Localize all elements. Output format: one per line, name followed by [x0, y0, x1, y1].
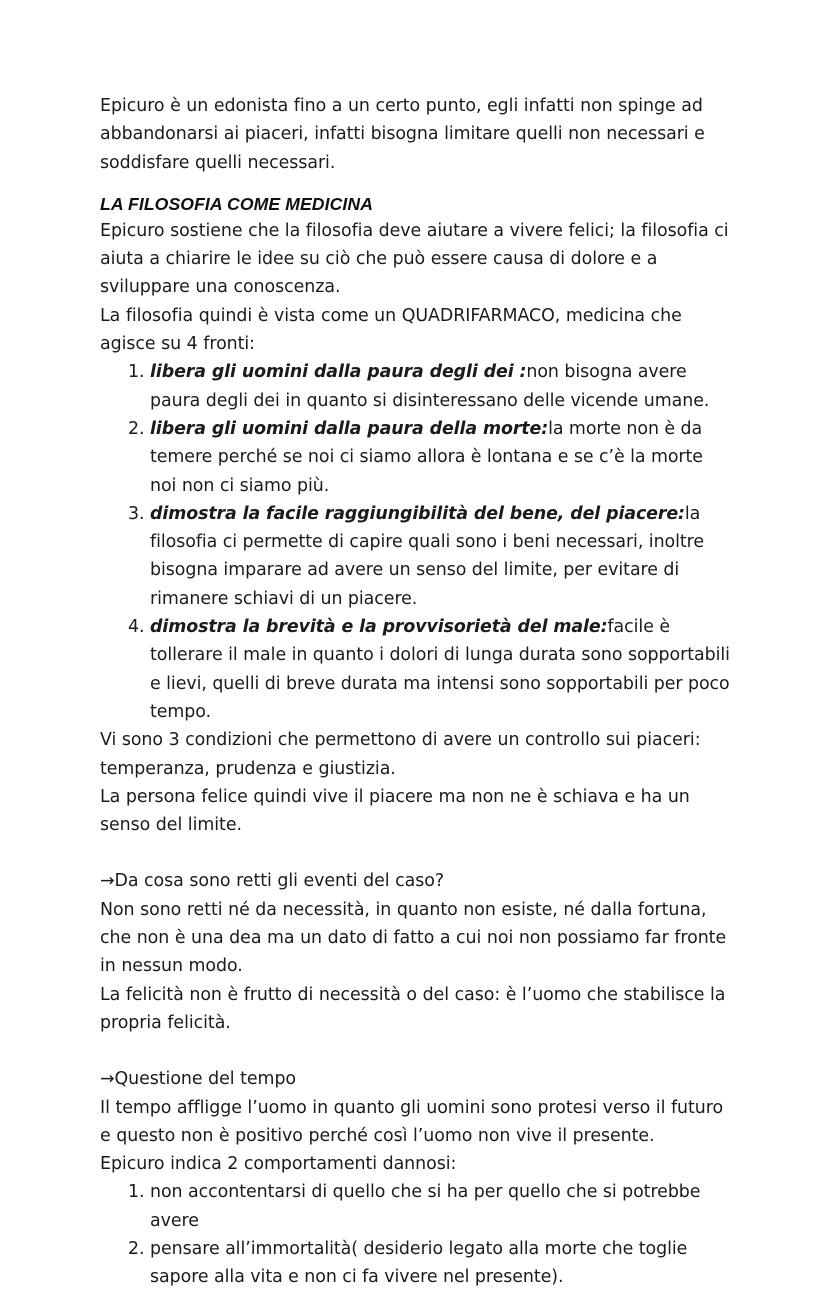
list-item-text: facile è tollerare il male in quanto i dolori di lunga durata sono sopportabili e lievi, quelli di breve durata ma intensi sono sopportabili per poco tempo. — [150, 617, 730, 722]
list-item-lead: dimostra la facile raggiungibilità del bene, del piacere: — [150, 503, 685, 524]
list-item-text: la filosofia ci permette di capire quali sono i beni necessari, inoltre bisogna imparare ad avere un senso del limite, per evitare di rimanere schiavi di un piacere. — [150, 503, 705, 609]
document-body — [100, 92, 732, 1292]
list-marker: 1. — [128, 362, 145, 383]
spacer — [100, 1037, 732, 1065]
list-item-lead: libera gli uomini dalla paura della morte: — [150, 418, 549, 439]
paragraph-condizioni: Vi sono 3 condizioni che permettono di avere un controllo sui piaceri: temperanza, prudenza e giustizia. — [100, 730, 701, 779]
question-caso: →Da cosa sono retti gli eventi del caso? — [100, 871, 445, 892]
list-item-lead: dimostra la brevità e la provvisorietà del male: — [150, 617, 608, 638]
list-marker: 2. — [128, 418, 145, 439]
spacer — [100, 839, 732, 867]
comportamenti-list — [100, 1178, 732, 1291]
list-marker: 2. — [128, 1238, 145, 1259]
list-item-lead: libera gli uomini dalla paura degli dei : — [150, 362, 527, 383]
list-item — [100, 415, 732, 500]
list-item-text: non bisogna avere paura degli dei in quanto si disinteressano delle vicende umane. — [150, 362, 710, 411]
list-item — [100, 613, 732, 726]
list-item-text: non accontentarsi di quello che si ha per quello che si potrebbe avere — [150, 1182, 701, 1231]
intro-paragraph: Epicuro è un edonista fino a un certo punto, egli infatti non spinge ad abbandonarsi ai piaceri, infatti bisogna limitare quelli non necessari e soddisfare quelli necessari. — [100, 96, 705, 173]
section-heading: LA FILOSOFIA COME MEDICINA — [100, 193, 374, 214]
paragraph-filosofia-aiuta: Epicuro sostiene che la filosofia deve aiutare a vivere felici; la filosofia ci aiuta a chiarire le idee su ciò che può essere causa di dolore e a sviluppare una conoscenza. — [100, 220, 729, 298]
list-item — [100, 500, 732, 613]
list-item — [100, 1235, 732, 1292]
question-tempo: →Questione del tempo — [100, 1069, 297, 1090]
quadrifarmaco-list — [100, 358, 732, 726]
spacer — [100, 177, 732, 191]
paragraph-tempo: Il tempo affligge l’uomo in quanto gli uomini sono protesi verso il futuro e questo non è positivo perché così l’uomo non vive il presente. — [100, 1097, 724, 1146]
paragraph-non-sono-retti: Non sono retti né da necessità, in quanto non esiste, né dalla fortuna, che non è una dea ma un dato di fatto a cui noi non possiamo far fronte in nessun modo. — [100, 899, 727, 977]
list-item-text: pensare all’immortalità( desiderio legato alla morte che toglie sapore alla vita e non ci fa vivere nel presente). — [150, 1238, 688, 1288]
list-marker: 3. — [128, 503, 145, 524]
list-item — [100, 358, 732, 415]
paragraph-comportamenti-intro: Epicuro indica 2 comportamenti dannosi: — [100, 1154, 457, 1175]
paragraph-persona-felice: La persona felice quindi vive il piacere ma non ne è schiava e ha un senso del limite. — [100, 786, 690, 836]
list-marker: 1. — [128, 1182, 145, 1203]
paragraph-quadrifarmaco-intro: La filosofia quindi è vista come un QUADRIFARMACO, medicina che agisce su 4 fronti: — [100, 305, 682, 355]
paragraph-felicita: La felicità non è frutto di necessità o del caso: è l’uomo che stabilisce la propria felicità. — [100, 984, 726, 1033]
list-marker: 4. — [128, 617, 145, 638]
list-item-text: la morte non è da temere perché se noi ci siamo allora è lontana e se c’è la morte noi non ci siamo più. — [150, 418, 703, 496]
list-item — [100, 1178, 732, 1235]
